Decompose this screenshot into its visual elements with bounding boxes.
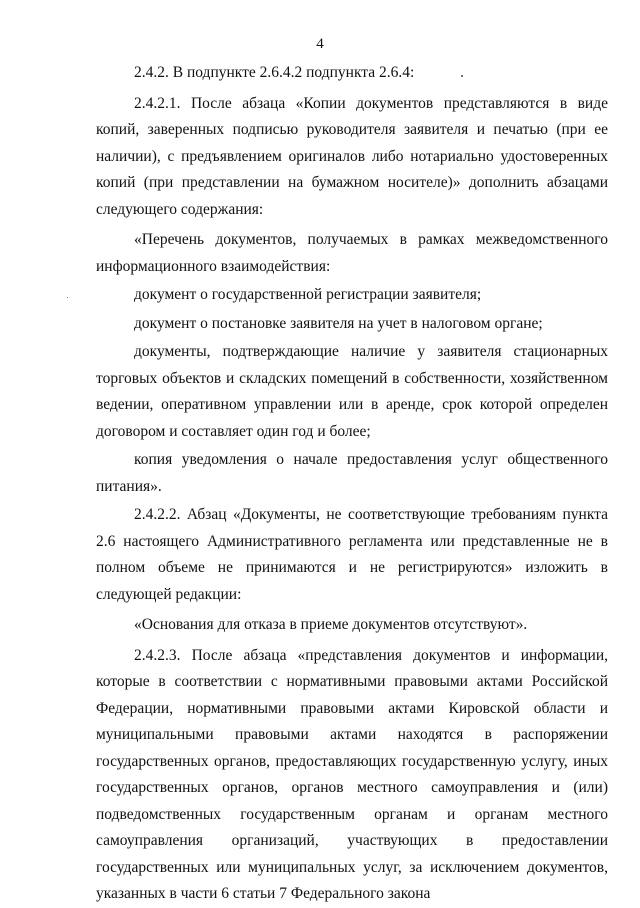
scan-speck [461,75,463,77]
paragraph-2-4-2-3: 2.4.2.3. После абзаца «представления документов и информации, которые в соответствии с нормативными правовыми актами Российской Федерации, нормативными правовыми актами Кировской области и муниципальными правовыми актами находятся в распоряжении государственных органов, предоставляющих государственную услугу, иных государственных органов, органов местного самоуправления и (или) подведомственных государственным органам и органам местного самоуправления организаций, участвующих в предоставлении государственных или муниципальных услуг, за исключением документов, указанных в части 6 статьи 7 Федерального закона [96,646,608,902]
scan-speck [67,297,68,298]
document-body [96,60,608,908]
page-number: 4 [316,36,324,52]
paragraph-2-4-2-1: 2.4.2.1. После абзаца «Копии документов представляются в виде копий, заверенных подписью руководителя заявителя и печатью (при ее наличии), с предъявлением оригиналов либо нотариально удостоверенных копий (при представлении на бумажном носителе)» дополнить абзацами следующего содержания: [96,94,608,218]
paragraph-registration-document: документ о государственной регистрации заявителя; [134,286,482,303]
paragraph-catering-notice: копия уведомления о начале предоставления услуг общественного питания». [96,451,608,495]
paragraph-tax-registration-document: документ о постановке заявителя на учет в налоговом органе; [134,314,543,332]
paragraph-property-documents: документы, подтверждающие наличие у заявителя стационарных торговых объектов и складских помещений в собственности, хозяйственном ведении, оперативном управлении или в аренде, срок которой определен договором и составляет один год и более; [96,343,608,440]
paragraph-2-4-2: 2.4.2. В подпункте 2.6.4.2 подпункта 2.6.4: [134,64,415,81]
paragraph-no-refusal-grounds: «Основания для отказа в приеме документов отсутствуют». [134,616,528,633]
paragraph-2-4-2-2: 2.4.2.2. Абзац «Документы, не соответствующие требованиям пункта 2.6 настоящего Административного регламента или представленные не в полном объеме не принимаются и не регистрируются» изложить в следующей редакции: [96,506,608,603]
paragraph-document-list-intro: «Перечень документов, получаемых в рамках межведомственного информационного взаимодействия: [96,231,608,275]
